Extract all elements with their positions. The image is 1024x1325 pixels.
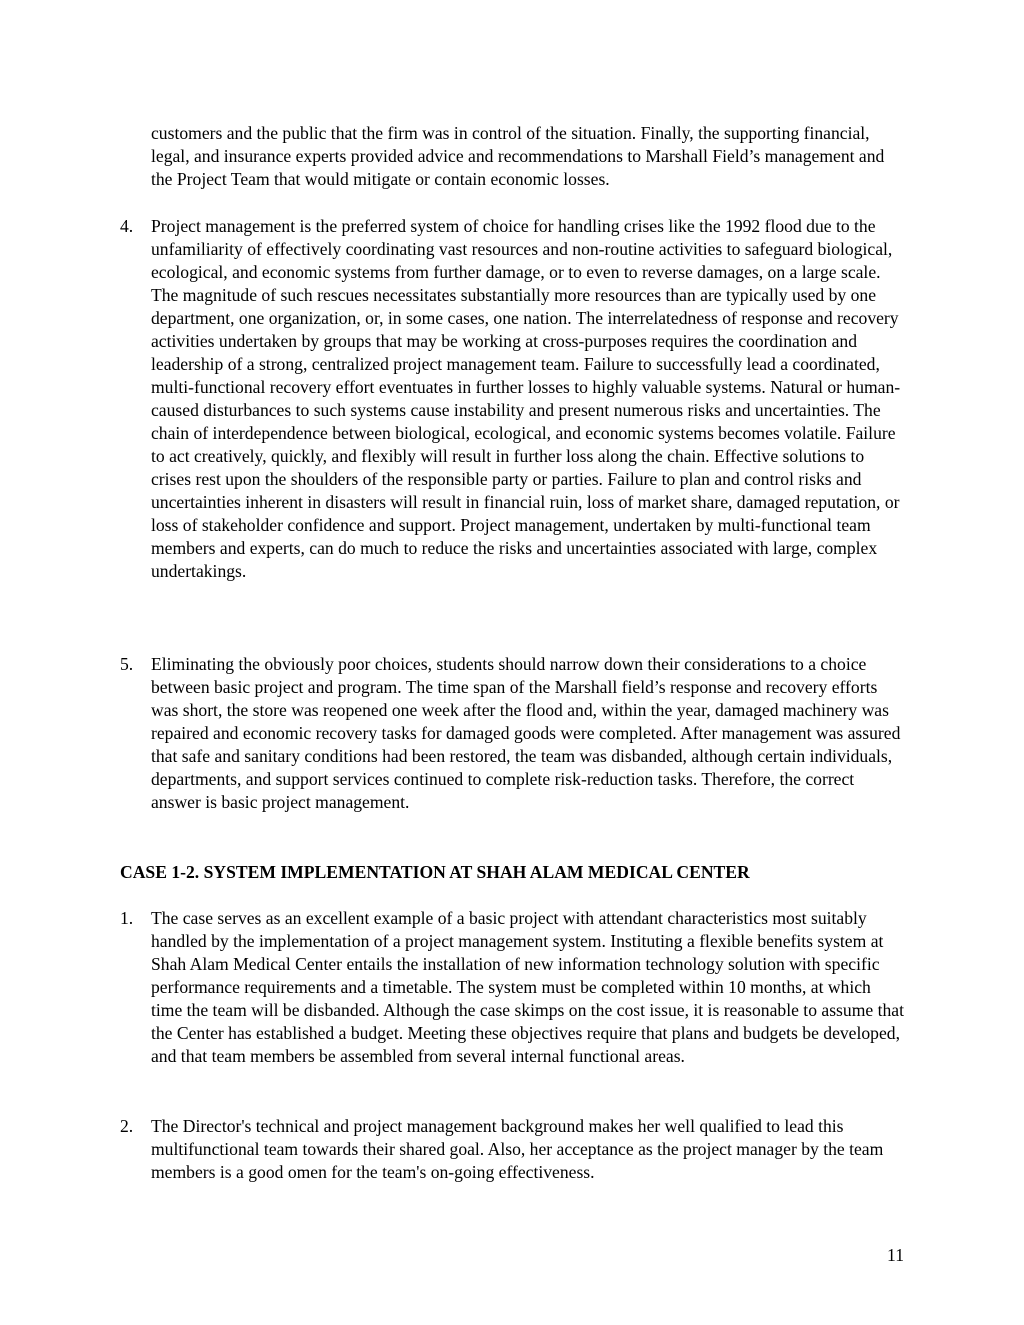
list-item-number: 2. (120, 1116, 134, 1136)
list-item-text: The Director's technical and project management background makes her well qualified to lead this multifunctional team towards their shared goal. Also, her acceptance as the project manager by the team members is a good omen for the team's on-going effectiveness. (151, 1116, 884, 1182)
list-item-text: The case serves as an excellent example of a basic project with attendant characteristics most suitably handled by the implementation of a project management system. Instituting a flexible benefits system at Shah Alam Medical Center entails the installation of new information technology solution with specific performance requirements and a timetable. The system must be completed within 10 months, at which time the team will be disbanded. Although the case skimps on the cost issue, it is reasonable to assume that the Center has established a budget. Meeting these objectives require that plans and budgets be developed, and that team members be assembled from several internal functional areas. (151, 908, 904, 1066)
list-item-text: Project management is the preferred system of choice for handling crises like the 1992 flood due to the unfamiliarity of effectively coordinating vast resources and non-routine activities to safeguard biological, ecological, and economic systems from further damage, or to even to reverse damages, on a large scale. The magnitude of such rescues necessitates substantially more resources than are typically used by one department, one organization, or, in some cases, one nation. The interrelatedness of response and recovery activities undertaken by groups that may be working at cross-purposes requires the coordination and leadership of a strong, centralized project management team. Failure to successfully lead a coordinated, multi-functional recovery effort eventuates in further losses to highly valuable systems. Natural or human-caused disturbances to such systems cause instability and present numerous risks and uncertainties. The chain of interdependence between biological, ecological, and economic systems becomes volatile. Failure to act creatively, quickly, and flexibly will result in further loss along the chain. Effective solutions to crises rest upon the shoulders of the responsible party or parties. Failure to plan and control risks and uncertainties inherent in disasters will result in financial ruin, loss of market share, damaged reputation, or loss of stakeholder confidence and support. Project management, undertaken by multi-functional team members and experts, can do much to reduce the risks and uncertainties associated with large, complex undertakings. (151, 216, 901, 581)
list-item-text: Eliminating the obviously poor choices, students should narrow down their considerations to a choice between basic project and program. The time span of the Marshall field’s response and recovery efforts was short, the store was reopened one week after the flood and, within the year, damaged machinery was repaired and economic recovery tasks for damaged goods were completed. After management was assured that safe and sanitary conditions had been restored, the team was disbanded, although certain individuals, departments, and support services continued to complete risk-reduction tasks. Therefore, the correct answer is basic project management. (151, 654, 901, 812)
continuation-paragraph: customers and the public that the firm was in control of the situation. Finally, the supporting financial, legal, and insurance experts provided advice and recommendations to Marshall Field’s management and the Project Team that would mitigate or contain economic losses. (151, 123, 885, 189)
list-item-number: 4. (120, 216, 134, 236)
list-item-number: 5. (120, 654, 134, 674)
page-number: 11 (887, 1245, 904, 1265)
list-item-number: 1. (120, 908, 134, 928)
case-heading: CASE 1-2. SYSTEM IMPLEMENTATION AT SHAH ALAM MEDICAL CENTER (120, 862, 750, 882)
